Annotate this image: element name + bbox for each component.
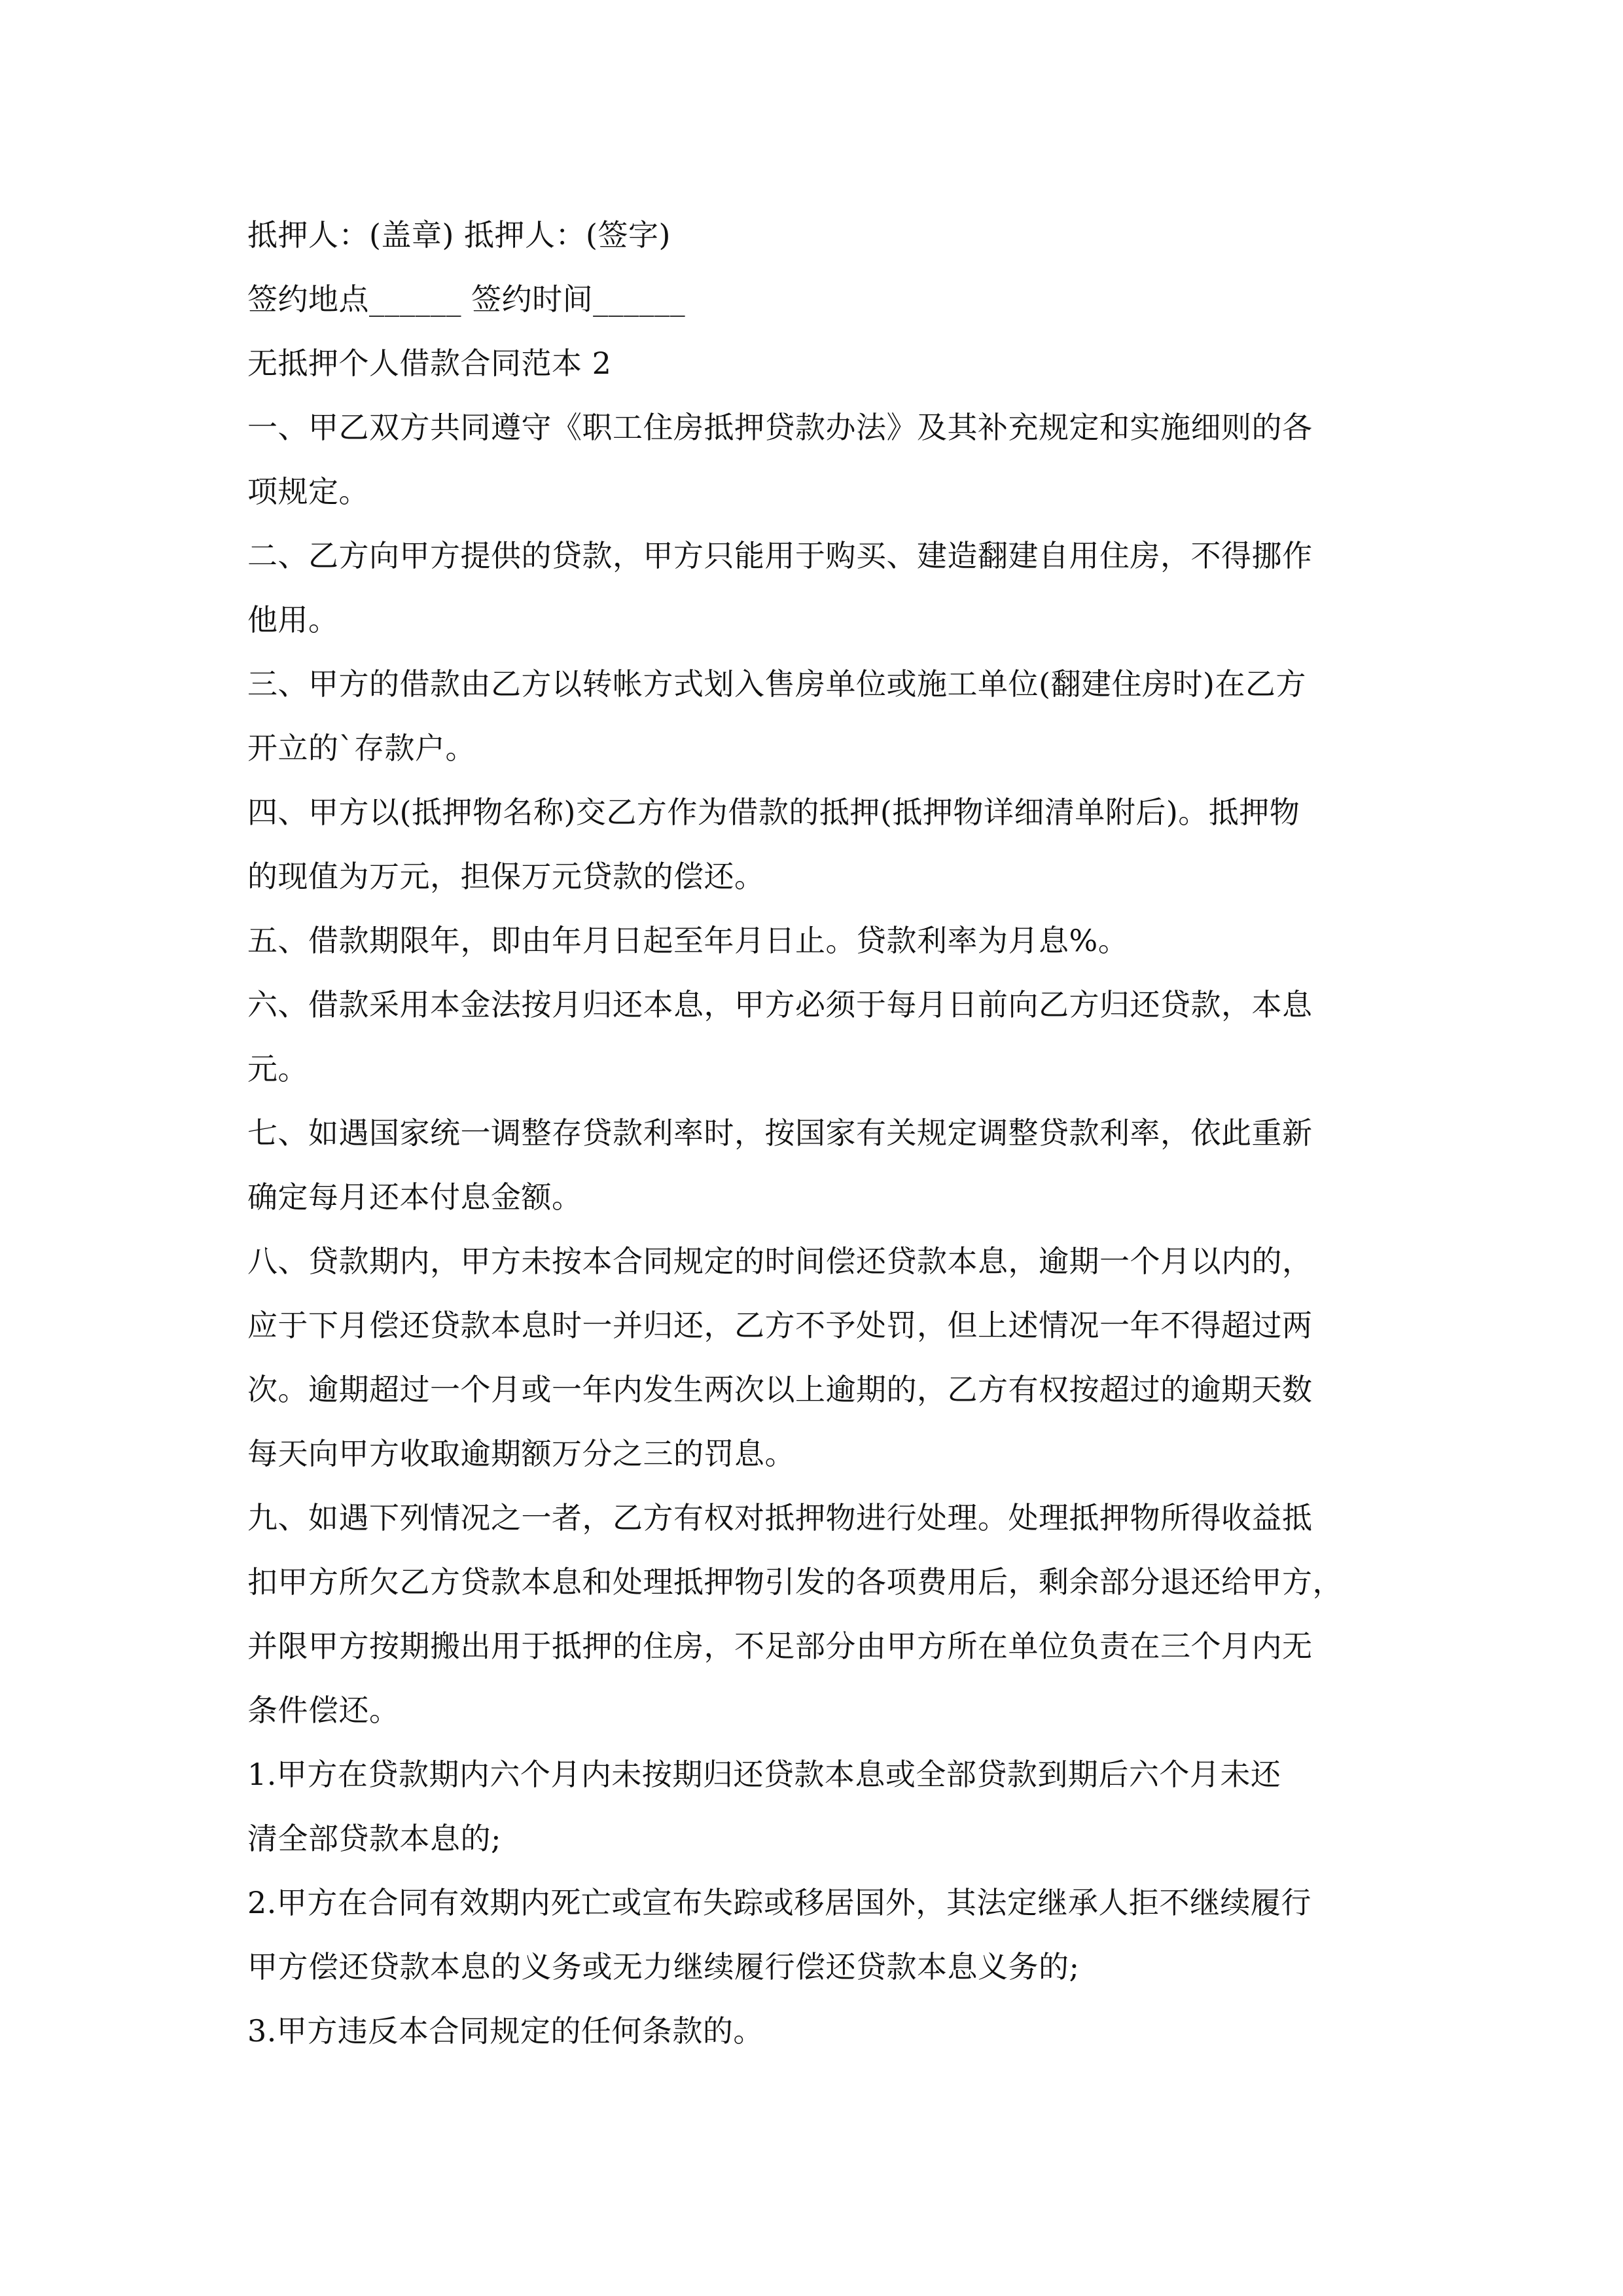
signing-place-time-line: 签约地点______ 签约时间______	[247, 281, 686, 317]
document-body	[247, 203, 1399, 2063]
clause-9-line-4: 条件偿还。	[247, 1693, 400, 1728]
clause-7-line-2: 确定每月还本付息金额。	[247, 1179, 582, 1215]
clause-8-line-2: 应于下月偿还贷款本息时一并归还，乙方不予处罚，但上述情况一年不得超过两	[247, 1308, 1313, 1343]
signature-line: 抵押人：(盖章) 抵押人：(签字)	[247, 217, 671, 253]
clause-6-line-2: 元。	[247, 1051, 308, 1086]
clause-9-line-2: 扣甲方所欠乙方贷款本息和处理抵押物引发的各项费用后，剩余部分退还给甲方，	[247, 1564, 1343, 1600]
sub-item-1-line-2: 清全部贷款本息的;	[247, 1821, 501, 1856]
clause-2-line-1: 二、乙方向甲方提供的贷款，甲方只能用于购买、建造翻建自用住房，不得挪作	[247, 538, 1313, 573]
clause-7-line-1: 七、如遇国家统一调整存贷款利率时，按国家有关规定调整贷款利率，依此重新	[247, 1115, 1313, 1151]
clause-8-line-1: 八、贷款期内，甲方未按本合同规定的时间偿还贷款本息，逾期一个月以内的，	[247, 1244, 1313, 1279]
clause-1-line-2: 项规定。	[247, 474, 369, 509]
contract-title: 无抵押个人借款合同范本 2	[247, 346, 612, 381]
clause-3-line-1: 三、甲方的借款由乙方以转帐方式划入售房单位或施工单位(翻建住房时)在乙方	[247, 666, 1306, 702]
clause-4-line-2: 的现值为万元，担保万元贷款的偿还。	[247, 859, 765, 894]
clause-1-line-1: 一、甲乙双方共同遵守《职工住房抵押贷款办法》及其补充规定和实施细则的各	[247, 410, 1313, 445]
sub-item-2-line-1: 2.甲方在合同有效期内死亡或宣布失踪或移居国外，其法定继承人拒不继续履行	[247, 1885, 1311, 1920]
clause-9-line-1: 九、如遇下列情况之一者，乙方有权对抵押物进行处理。处理抵押物所得收益抵	[247, 1500, 1313, 1535]
clause-8-line-4: 每天向甲方收取逾期额万分之三的罚息。	[247, 1436, 795, 1471]
clause-2-line-2: 他用。	[247, 602, 339, 637]
clause-4-line-1: 四、甲方以(抵押物名称)交乙方作为借款的抵押(抵押物详细清单附后)。抵押物	[247, 795, 1300, 830]
clause-8-line-3: 次。逾期超过一个月或一年内发生两次以上逾期的，乙方有权按超过的逾期天数	[247, 1372, 1313, 1407]
sub-item-1-line-1: 1.甲方在贷款期内六个月内未按期归还贷款本息或全部贷款到期后六个月未还	[247, 1757, 1281, 1792]
sub-item-3-line-1: 3.甲方违反本合同规定的任何条款的。	[247, 2013, 764, 2049]
clause-6-line-1: 六、借款采用本金法按月归还本息，甲方必须于每月日前向乙方归还贷款，本息	[247, 987, 1313, 1022]
sub-item-2-line-2: 甲方偿还贷款本息的义务或无力继续履行偿还贷款本息义务的;	[247, 1949, 1080, 1984]
clause-5-line-1: 五、借款期限年，即由年月日起至年月日止。贷款利率为月息%。	[247, 923, 1129, 958]
clause-9-line-3: 并限甲方按期搬出用于抵押的住房，不足部分由甲方所在单位负责在三个月内无	[247, 1628, 1313, 1664]
clause-3-line-2: 开立的`存款户。	[247, 730, 476, 766]
